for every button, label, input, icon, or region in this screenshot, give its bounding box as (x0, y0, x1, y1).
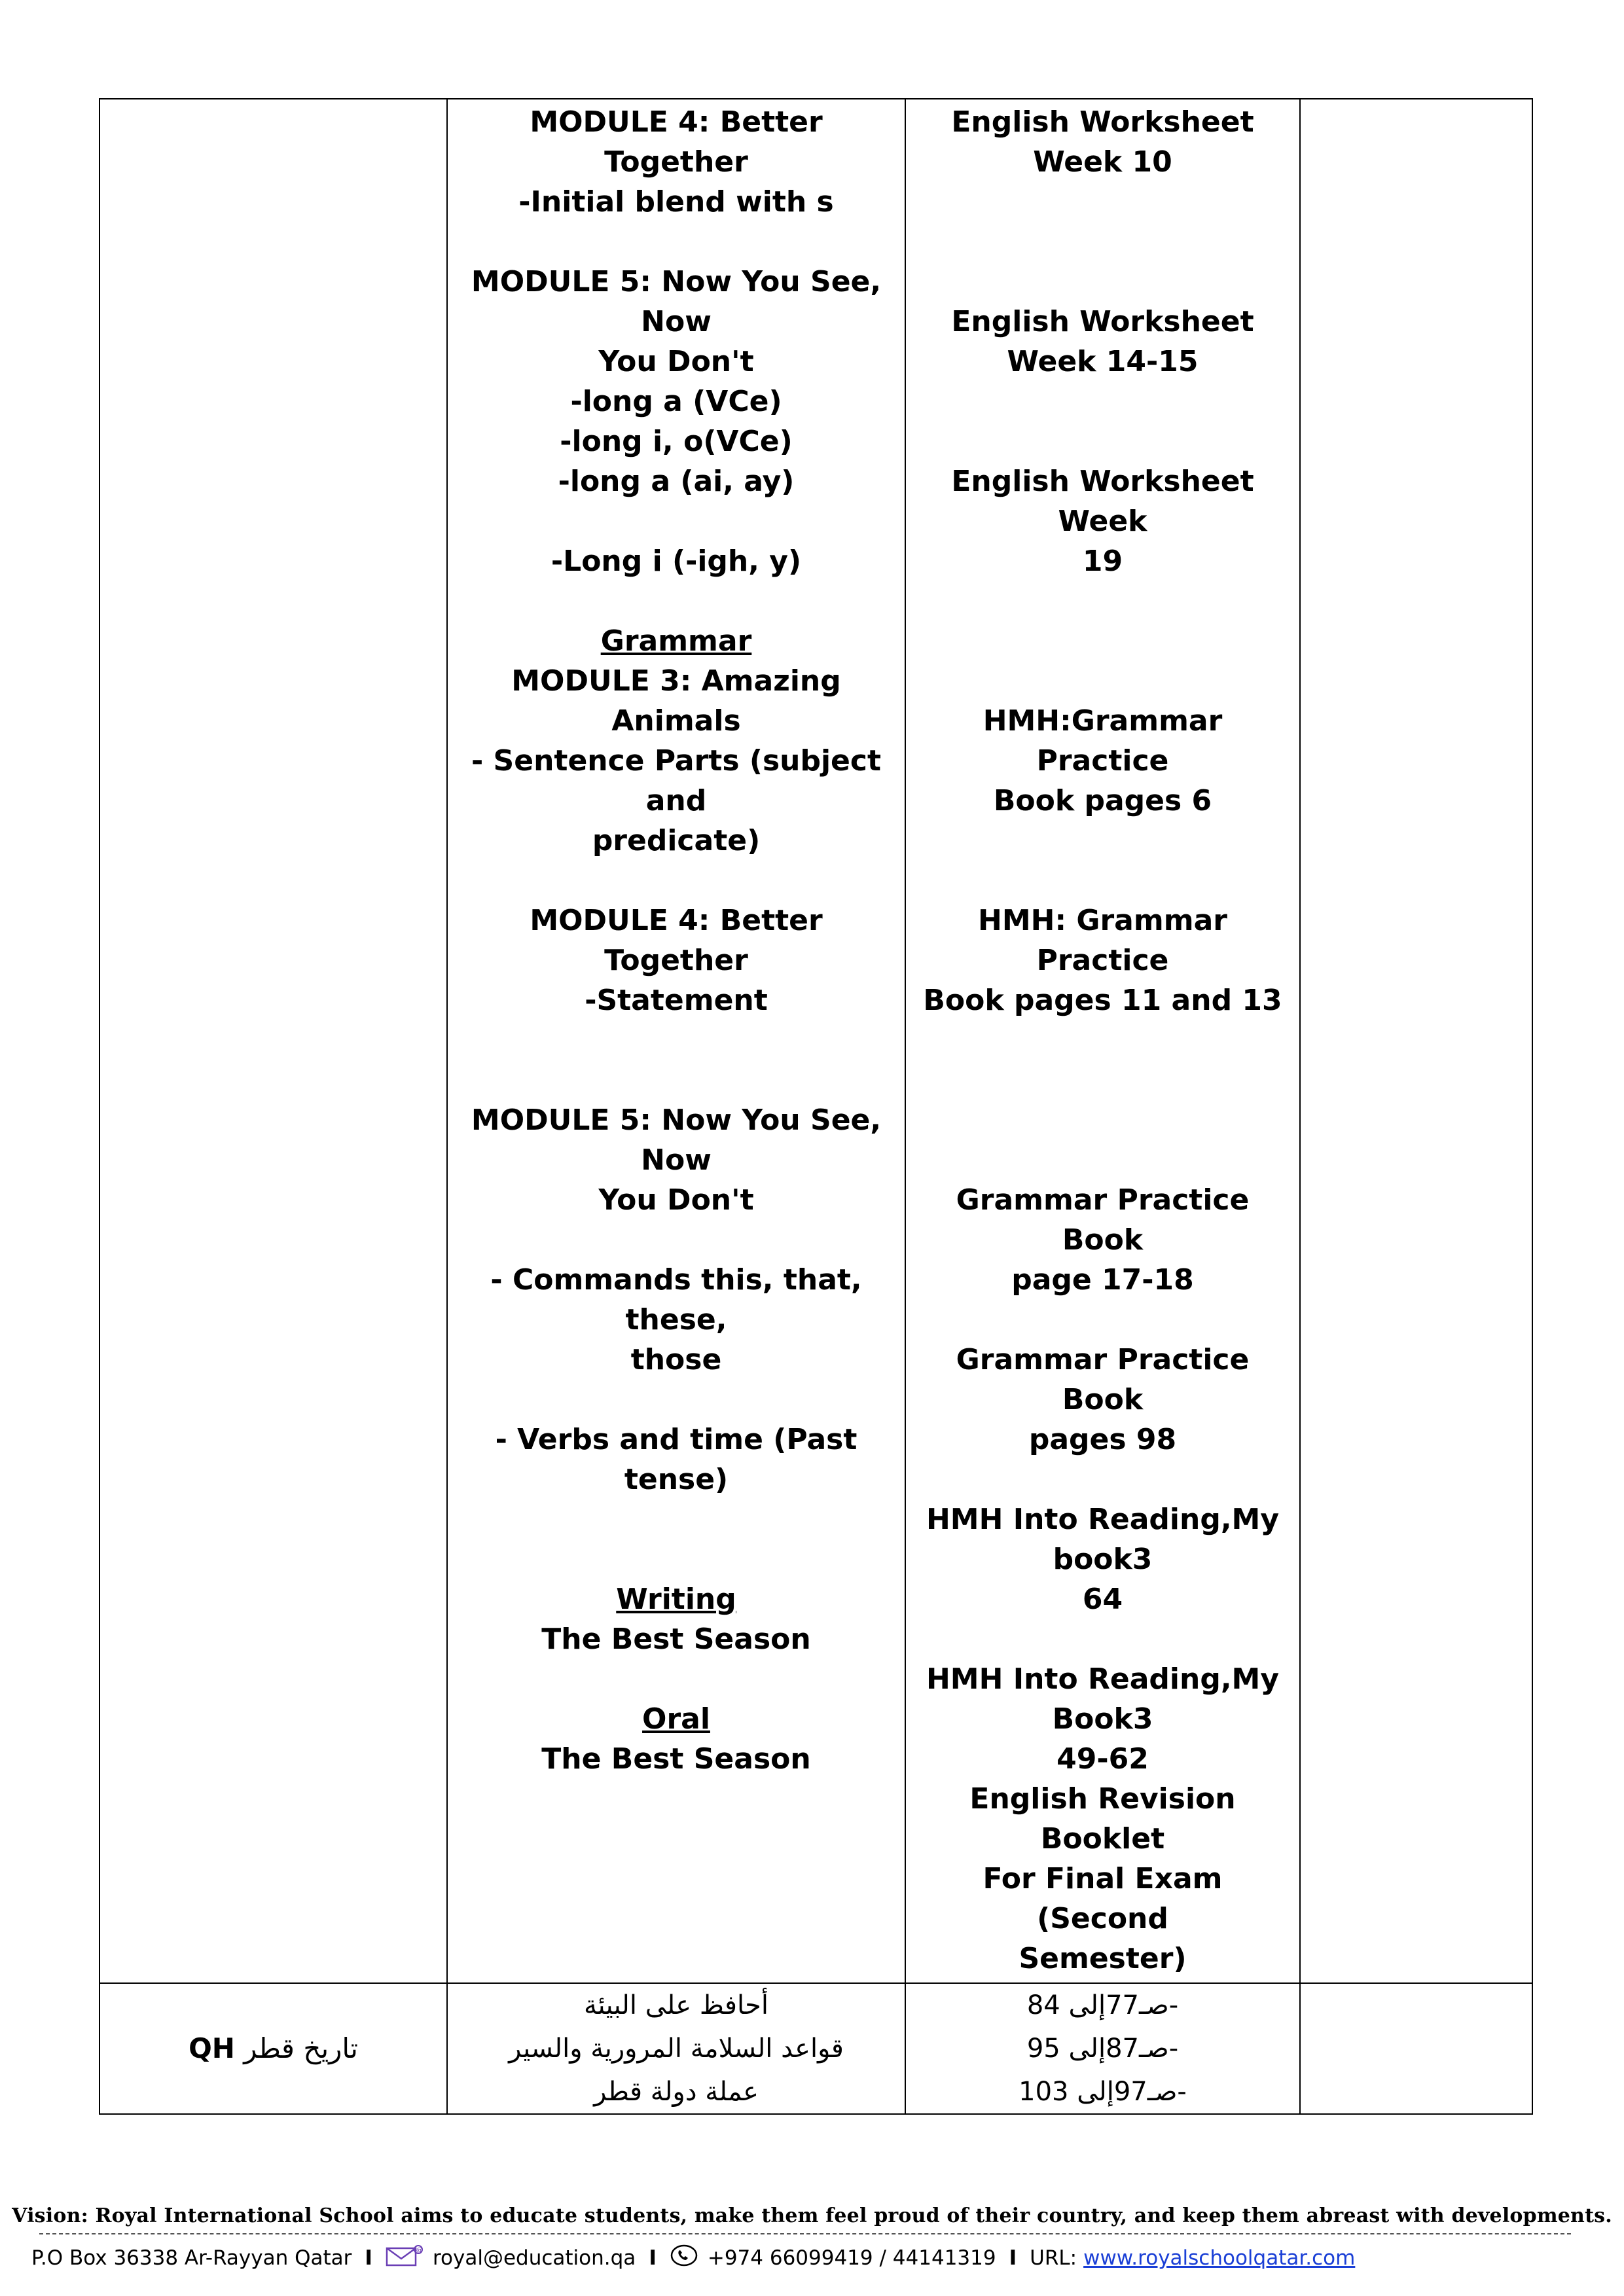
topic-line: قواعد السلامة المرورية والسير (509, 2034, 844, 2064)
grammar-module-3-item-cont: predicate) (592, 824, 761, 857)
resource-line: Semester) (1019, 1942, 1187, 1975)
resource-line: Week 10 (1033, 145, 1172, 179)
topic-line: عملة دولة قطر (594, 2077, 759, 2107)
phone: +974 66099419 / 44141319 (707, 2246, 996, 2270)
curriculum-table (99, 98, 1533, 2115)
grammar-module-3-item: - Sentence Parts (subject and (471, 744, 882, 817)
spelling-module-5-item: -Long i (-igh, y) (550, 545, 802, 578)
grammar-module-5-title-cont: You Don't (598, 1183, 754, 1217)
notes-cell-qh (1300, 1983, 1532, 2114)
pages-cell (905, 1983, 1300, 2114)
topics-cell (447, 1983, 905, 2114)
page-range: -صـ77إلى 84 (1026, 1990, 1179, 2020)
spelling-module-5-title-cont: You Don't (598, 345, 754, 378)
grammar-module-4-title: MODULE 4: Better Together (530, 904, 823, 977)
oral-topic: The Best Season (541, 1742, 811, 1776)
subject-label (100, 2027, 446, 2070)
grammar-module-3-title: MODULE 3: Amazing Animals (511, 664, 841, 738)
email-icon (386, 2244, 424, 2272)
resource-line: Grammar Practice Book (956, 1183, 1250, 1257)
resource-line: Book pages 11 and 13 (923, 984, 1282, 1017)
spelling-module-5-title: MODULE 5: Now You See, Now (471, 265, 882, 338)
resource-line: book3 (1053, 1543, 1153, 1576)
separator: I (365, 2246, 372, 2270)
grammar-module-4-item: -Statement (585, 984, 768, 1017)
email[interactable]: royal@education.qa (432, 2246, 636, 2270)
resource-line: HMH:Grammar Practice (983, 704, 1223, 778)
website-link[interactable]: www.royalschoolqatar.com (1083, 2246, 1356, 2270)
vision-statement: Vision: Royal International School aims to educate students, make them feel proud of their country, and keep them abreast with developments. (12, 2204, 1612, 2227)
spelling-module-4-item: -Initial blend with s (518, 185, 834, 219)
subject-code: QH (189, 2032, 235, 2064)
phone-icon (670, 2244, 698, 2272)
resource-line: 64 (1082, 1583, 1123, 1616)
notes-cell (1300, 99, 1532, 1983)
page-range: -صـ97إلى 103 (1019, 2077, 1187, 2107)
resource-line: English Worksheet Week (951, 465, 1254, 538)
resource-line: page 17-18 (1011, 1263, 1194, 1297)
spelling-module-5-item: -long i, o(VCe) (560, 425, 793, 458)
writing-heading: Writing (616, 1583, 736, 1616)
resource-line: Book3 (1052, 1702, 1153, 1736)
topic-line: أحافظ على البيئة (584, 1990, 768, 2020)
resources-cell (905, 99, 1300, 1983)
resource-line: Book pages 6 (993, 784, 1212, 817)
resource-line: pages 98 (1028, 1423, 1177, 1456)
grammar-module-5-item: - Commands this, that, these, (490, 1263, 862, 1336)
footer-divider (39, 2233, 1571, 2234)
resource-line: 19 (1082, 545, 1123, 578)
oral-heading: Oral (642, 1702, 710, 1736)
content-cell (447, 99, 905, 1983)
resource-line: For Final Exam (Second (983, 1862, 1223, 1935)
url-label: URL: (1030, 2246, 1077, 2270)
contact-bar (31, 2244, 1602, 2272)
writing-topic: The Best Season (541, 1623, 811, 1656)
resource-line: 49-62 (1056, 1742, 1149, 1776)
svg-text:@: @ (416, 2247, 423, 2254)
resource-line: HMH Into Reading,My (926, 1503, 1280, 1536)
resource-line: English Worksheet (951, 305, 1254, 338)
spelling-module-5-item: -long a (ai, ay) (558, 465, 795, 498)
resource-line: HMH Into Reading,My (926, 1662, 1280, 1696)
qatar-history-row (99, 1983, 1532, 2114)
spelling-module-5-item: -long a (VCe) (570, 385, 782, 418)
grammar-module-5-item: - Verbs and time (Past tense) (495, 1423, 857, 1496)
page-range: -صـ87إلى 95 (1026, 2034, 1179, 2064)
separator: I (649, 2246, 657, 2270)
resource-line: Week 14-15 (1007, 345, 1199, 378)
address: P.O Box 36338 Ar-Rayyan Qatar (31, 2246, 352, 2270)
grammar-module-5-item-cont: those (630, 1343, 722, 1376)
resource-line: English Revision Booklet (969, 1782, 1236, 1856)
english-row (99, 99, 1532, 1983)
subject-name: تاريخ قطر (244, 2032, 358, 2064)
spelling-module-4-title: MODULE 4: Better Together (530, 105, 823, 179)
grammar-module-5-title: MODULE 5: Now You See, Now (471, 1103, 882, 1177)
resource-line: Grammar Practice Book (956, 1343, 1250, 1416)
subject-cell-qh (99, 1983, 447, 2114)
grammar-heading: Grammar (600, 624, 752, 658)
resource-line: English Worksheet (951, 105, 1254, 139)
subject-cell-english (99, 99, 447, 1983)
resource-line: HMH: Grammar Practice (978, 904, 1227, 977)
separator: I (1009, 2246, 1017, 2270)
